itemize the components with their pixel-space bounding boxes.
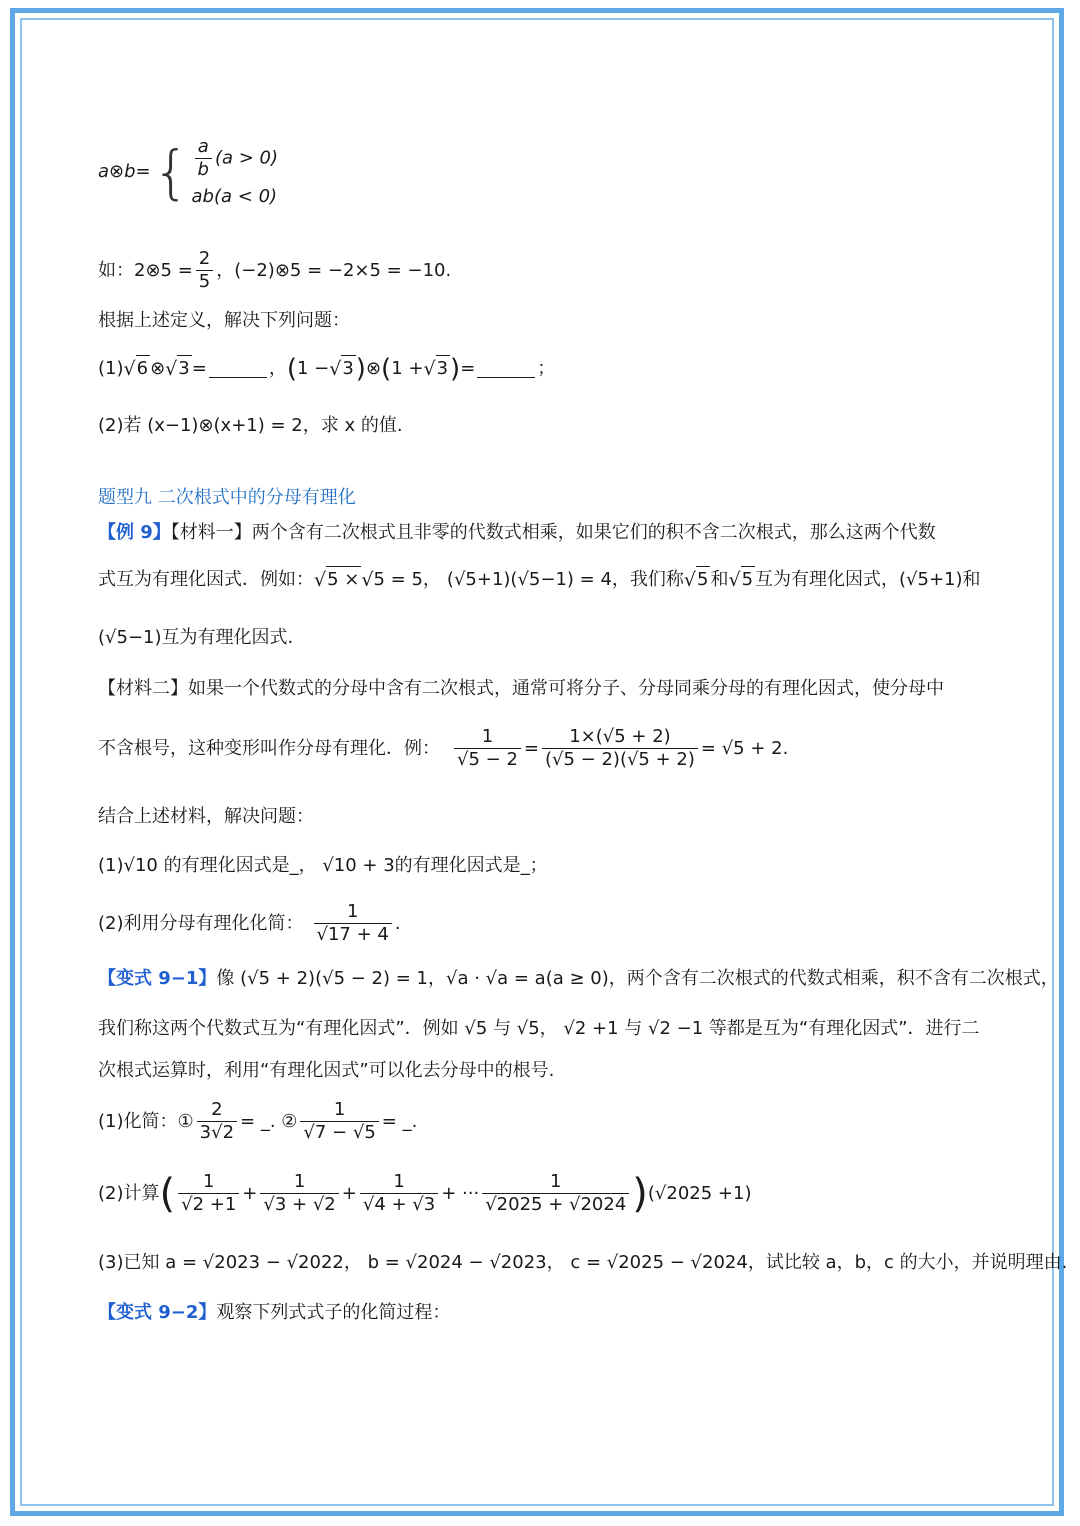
paren-open-icon: ( bbox=[381, 353, 392, 384]
v91-q1-f1-den: 3√2 bbox=[197, 1121, 237, 1144]
case1-denominator: b bbox=[195, 158, 212, 181]
variant-9-1-question-1 bbox=[98, 1096, 417, 1148]
variant-9-1-question-3: (3)已知 a = √2023 − √2022， b = √2024 − √2023， c = √2025 − √2024，试比较 a，b，c 的大小，并说明理由. bbox=[98, 1252, 1068, 1273]
v91-q1-mid: = _. ② bbox=[240, 1111, 298, 1132]
v91-q1-f2-den: √7 − √5 bbox=[300, 1121, 378, 1144]
ex9-q2-numerator: 1 bbox=[346, 901, 359, 923]
sqrt-symbol-icon: √ bbox=[314, 568, 327, 591]
sqrt-symbol-icon: √ bbox=[361, 568, 374, 591]
sqrt-symbol-icon: √ bbox=[123, 357, 136, 380]
material-2-text: 不含根号，这种变形叫作分母有理化．例： bbox=[98, 738, 440, 759]
material-2-line-2 bbox=[98, 714, 788, 784]
prompt-text: 根据上述定义，解决下列问题： bbox=[98, 310, 350, 331]
q1-operator: ⊗ bbox=[150, 357, 166, 379]
sqrt-symbol-icon: √ bbox=[683, 568, 697, 591]
example-9-tag: 【例 9】 bbox=[98, 522, 171, 543]
q1-radicand-2: 3 bbox=[177, 355, 191, 382]
v91-q2-term-1 bbox=[178, 1172, 239, 1215]
definition-cases bbox=[192, 137, 279, 206]
q1-label: (1) bbox=[98, 357, 124, 379]
sqrt-symbol-icon: √ bbox=[329, 357, 342, 380]
q1-p4a: 1 + bbox=[391, 357, 424, 379]
v91-q1-f1-num: 2 bbox=[211, 1099, 223, 1121]
example-9-question-2 bbox=[98, 896, 401, 952]
example-expr-1: 2⊗5 = bbox=[134, 260, 193, 281]
v91-q2-tail: (√2025 +1) bbox=[647, 1183, 752, 1204]
example-9-question-1: (1)√10 的有理化因式是_， √10 + 3的有理化因式是_； bbox=[98, 855, 548, 876]
v91-q1-f2-num: 1 bbox=[333, 1099, 346, 1121]
equals-sign: = bbox=[523, 738, 539, 759]
example-prefix: 如： bbox=[98, 260, 134, 281]
term-numerator: 1 bbox=[393, 1171, 405, 1193]
ex9-l2i: (√5+1) bbox=[899, 568, 963, 590]
v91-q2-term-2 bbox=[260, 1172, 338, 1215]
paren-open-icon: ( bbox=[159, 1171, 176, 1217]
paren-close-icon: ) bbox=[355, 353, 366, 384]
ex9-q2-text: (2)利用分母有理化化简： bbox=[98, 913, 304, 934]
variant-9-2-text: 观察下列式式子的化简过程： bbox=[216, 1302, 451, 1323]
definition-case-1 bbox=[192, 137, 279, 180]
variant-9-1-line-1 bbox=[98, 966, 1059, 992]
q1-radicand-1: 6 bbox=[136, 355, 150, 382]
ellipsis-plus: + ··· bbox=[441, 1183, 480, 1204]
f1-denominator: √5 − 2 bbox=[454, 748, 521, 771]
ex9-q2-denominator: √17 + 4 bbox=[314, 923, 392, 946]
rationalize-fraction-1 bbox=[454, 727, 521, 770]
q1-p3a: 1 − bbox=[296, 357, 330, 379]
section-title: 题型九 二次根式中的分母有理化 bbox=[98, 487, 356, 508]
period: . bbox=[394, 913, 401, 934]
ex9-l3b: 互为有理化因式. bbox=[161, 627, 294, 648]
case1-condition: (a > 0) bbox=[214, 148, 279, 170]
example-9-line-3 bbox=[98, 625, 293, 651]
material-2-line-1: 【材料二】如果一个代数式的分母中含有二次根式，通常可将分子、分母同乘分母的有理化因式，使分母中 bbox=[98, 678, 944, 699]
v91-q2-term-3 bbox=[360, 1172, 438, 1215]
paren-close-icon: ) bbox=[632, 1171, 648, 1217]
f2-denominator: (√5 − 2)(√5 + 2) bbox=[542, 748, 698, 771]
variant-9-1-question-2 bbox=[98, 1166, 752, 1222]
ex9-l2e: 5 bbox=[696, 566, 710, 593]
rationalize-fraction-2 bbox=[542, 727, 698, 770]
combine-prompt: 结合上述材料，解决问题： bbox=[98, 806, 314, 827]
example-expr-2: ，(−2)⊗5 = −2×5 = −10. bbox=[216, 260, 452, 281]
v91-q1-fraction-1 bbox=[197, 1100, 237, 1143]
answer-blank[interactable] bbox=[477, 359, 535, 378]
variant-9-1-tag: 【变式 9−1】 bbox=[98, 968, 217, 989]
question-2: (2)若 (x−1)⊗(x+1) = 2，求 x 的值. bbox=[98, 415, 403, 436]
example-9-material-1: 【材料一】两个含有二次根式且非零的代数式相乘，如果它们的积不含二次根式，那么这两个代数 bbox=[170, 522, 936, 543]
term-numerator: 1 bbox=[293, 1171, 306, 1193]
q1-separator: ， bbox=[268, 357, 287, 379]
ex9-q2-fraction bbox=[314, 902, 392, 945]
variant-9-2-line bbox=[98, 1300, 450, 1326]
f2-numerator: 1×(√5 + 2) bbox=[569, 726, 671, 748]
q1-equals: = bbox=[191, 357, 207, 379]
case-brace: { bbox=[152, 138, 190, 206]
term-denominator: √4 + √3 bbox=[360, 1193, 438, 1216]
ex9-l2f: 和 bbox=[710, 568, 729, 590]
paren-close-icon: ) bbox=[450, 353, 461, 384]
term-denominator: √3 + √2 bbox=[260, 1193, 338, 1216]
variant-9-1-line-3: 次根式运算时，利用“有理化因式”可以化去分母中的根号. bbox=[98, 1060, 555, 1081]
example-9-line-2 bbox=[98, 566, 981, 593]
plus-sign: + bbox=[242, 1183, 258, 1204]
example-fraction-num: 2 bbox=[198, 248, 211, 270]
q1-operator-2: ⊗ bbox=[365, 357, 382, 379]
question-1 bbox=[98, 355, 555, 382]
ex9-l2h: 互为有理化因式， bbox=[755, 568, 900, 590]
ex9-l2b: 5 × bbox=[326, 566, 361, 593]
sqrt-symbol-icon: √ bbox=[165, 357, 178, 380]
case1-numerator: a bbox=[197, 136, 209, 158]
v91-q2-term-4 bbox=[482, 1172, 629, 1215]
v91-q2-label: (2)计算 bbox=[98, 1183, 160, 1204]
variant-9-2-tag: 【变式 9−2】 bbox=[98, 1302, 217, 1323]
example-fraction bbox=[196, 249, 213, 292]
f1-numerator: 1 bbox=[481, 726, 494, 748]
term-denominator: √2 +1 bbox=[178, 1193, 239, 1216]
sqrt-symbol-icon: √ bbox=[728, 568, 741, 591]
answer-blank[interactable] bbox=[209, 359, 267, 378]
ex9-l2a: 式互为有理化因式．例如： bbox=[98, 568, 314, 590]
v91-q1-end: = _. bbox=[381, 1111, 418, 1132]
ex9-l2j: 和 bbox=[962, 568, 981, 590]
q1-equals-2: = bbox=[460, 357, 476, 379]
sqrt-symbol-icon: √ bbox=[423, 357, 436, 380]
example-9-line-1 bbox=[98, 520, 936, 546]
v91-q1-fraction-2 bbox=[300, 1100, 378, 1143]
ex9-l3a: (√5−1) bbox=[98, 627, 162, 648]
ex9-l2g: 5 bbox=[741, 566, 755, 593]
term-numerator: 1 bbox=[202, 1171, 215, 1193]
term-denominator: √2025 + √2024 bbox=[482, 1193, 629, 1216]
variant-9-1-text-1: 像 (√5 + 2)(√5 − 2) = 1，√a · √a = a(a ≥ 0)，两个含有二次根式的代数式相乘，积不含有二次根式， bbox=[216, 968, 1059, 989]
v91-q1-label: (1)化简：① bbox=[98, 1111, 194, 1132]
q1-end: ； bbox=[537, 357, 556, 379]
example-line bbox=[98, 248, 451, 294]
case1-fraction bbox=[195, 137, 212, 180]
operator-definition bbox=[98, 132, 278, 212]
variant-9-1-line-2: 我们称这两个代数式互为“有理化因式”．例如 √5 与 √5， √2 +1 与 √2 −1 等都是互为“有理化因式”．进行二 bbox=[98, 1018, 980, 1039]
ex9-l2c: 5 = 5， bbox=[373, 568, 441, 590]
plus-sign: + bbox=[341, 1183, 357, 1204]
paren-open-icon: ( bbox=[286, 353, 297, 384]
q1-p4b: 3 bbox=[436, 355, 450, 382]
rationalize-result: = √5 + 2. bbox=[700, 738, 789, 759]
definition-lhs: a⊗b= bbox=[98, 161, 151, 182]
term-numerator: 1 bbox=[550, 1171, 562, 1193]
ex9-l2d: (√5+1)(√5−1) = 4，我们称 bbox=[446, 568, 684, 590]
q1-p3b: 3 bbox=[341, 355, 355, 382]
example-fraction-den: 5 bbox=[196, 270, 213, 293]
definition-case-2: ab(a < 0) bbox=[191, 185, 278, 207]
